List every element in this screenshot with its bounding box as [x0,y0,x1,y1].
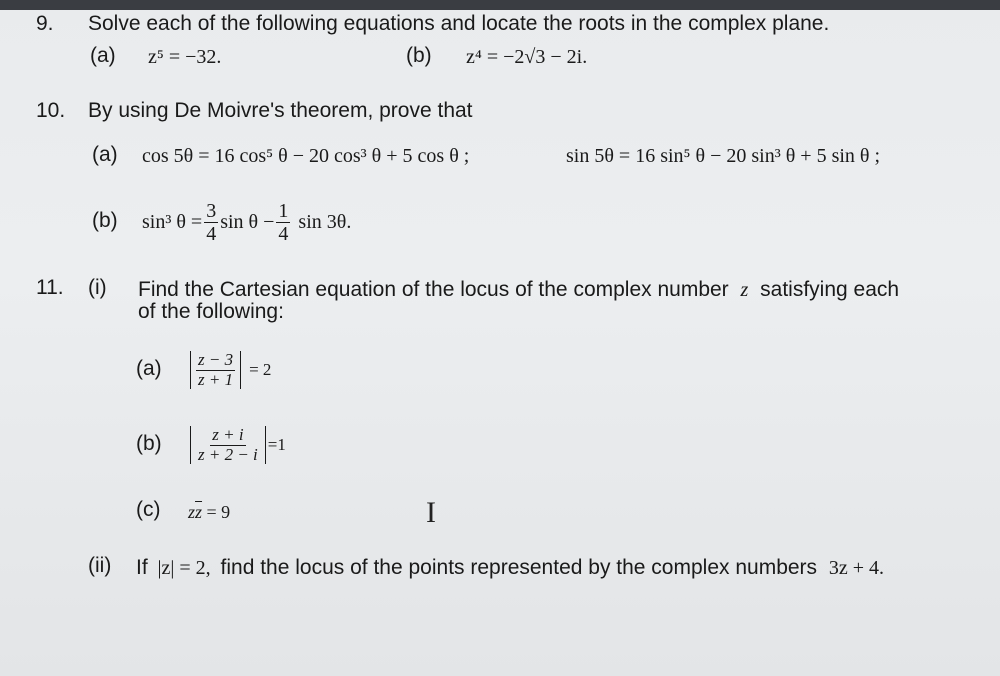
q10-b-label: (b) [92,209,118,232]
q10-b-mid: sin θ − [220,210,275,233]
q11-ii-text [136,556,884,580]
q10-b-f1-den: 4 [206,222,217,245]
q10-a-cos-identity: cos 5θ = 16 cos⁵ θ − 20 cos³ θ + 5 cos θ ; [142,145,470,167]
q10-b-fraction-1 [204,200,218,245]
q11-c-equation [188,502,230,523]
q9-number: 9. [36,12,54,35]
q11-text-line1-end: satisfying each [760,278,900,301]
q11-c-z: z [188,502,196,522]
q11-b-fraction [196,426,260,464]
q10-text: By using De Moivre's theorem, prove that [88,99,473,122]
q11-part-i-label: (i) [88,276,107,299]
q11-a-equation [190,343,271,397]
q9-a-label: (a) [90,44,116,67]
q10-a-sin-identity: sin 5θ = 16 sin⁵ θ − 20 sin³ θ + 5 sin θ ; [566,145,881,167]
q10-b-lhs: sin³ θ = [142,210,203,233]
q9-a-equation: z⁵ = −32. [148,46,222,68]
q11-a-modulus [190,351,241,389]
text-cursor-icon: I [426,496,436,529]
q11-b-rhs: =1 [267,435,286,454]
q10-b-f2-den: 4 [278,222,289,245]
q11-text-line1 [138,278,899,302]
q10-b-f2-num: 1 [278,199,289,222]
q11-a-den: z + 1 [198,369,234,389]
q9-text: Solve each of the following equations and locate the roots in the complex plane. [88,12,830,35]
q11-text-line1-start: Find the Cartesian equation of the locus of the complex number [138,278,729,301]
q10-b-fraction-2 [276,200,290,245]
q11-c-label: (c) [136,498,161,521]
q11-text-z: z [740,279,749,301]
q11-b-modulus [190,426,266,464]
q11-a-num: z − 3 [198,349,234,369]
q11-b-label: (b) [136,432,162,455]
q11-a-rhs: = 2 [249,360,272,379]
q11-ii-expression: 3z + 4. [828,557,885,579]
q10-a-label: (a) [92,143,118,166]
q11-b-num: z + i [212,424,244,444]
q10-b-f1-num: 3 [206,199,217,222]
q11-text-line2: of the following: [138,300,284,323]
q9-b-label: (b) [406,44,432,67]
q9-b-equation: z⁴ = −2√3 − 2i. [466,46,588,68]
q11-b-den: z + 2 − i [198,444,258,464]
q11-ii-condition: |z| = 2, [157,557,211,579]
q10-b-end: sin 3θ. [298,210,352,233]
q11-ii-if: If [136,556,148,579]
q11-part-ii-label: (ii) [88,554,112,577]
top-edge-bar [0,0,1000,10]
q10-number: 10. [36,99,66,122]
q11-a-label: (a) [136,357,162,380]
q11-c-rhs: = 9 [206,502,231,522]
q11-a-fraction [196,351,235,389]
q10-b-identity [142,198,351,246]
q11-b-equation [190,418,286,472]
q11-number: 11. [36,276,64,299]
q11-c-zbar: $\overline{z}$ [195,502,203,522]
q11-ii-body: find the locus of the points represented by the complex numbers [220,556,818,579]
